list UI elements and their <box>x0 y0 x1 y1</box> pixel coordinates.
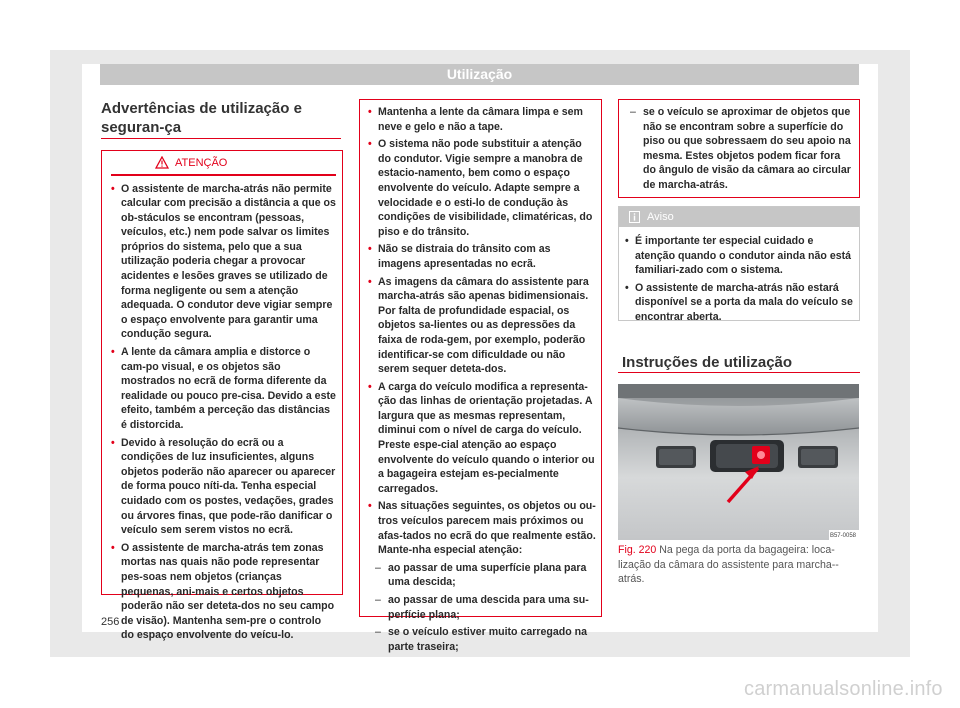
page-number: 256 <box>101 616 120 628</box>
sub-item: – se o veículo estiver muito carregado na parte traseira; <box>375 626 588 653</box>
list-item: • Devido à resolução do ecrã ou a condições de luz insuficientes, alguns objetos poderão não aparecer ou aparecer de forma pouco níti-da. Tenha especial cuidado com os postes, vedações, grades ou árvores finas, que pode-rão danificar o veículo sem serem vistos no ecrã. <box>111 436 336 537</box>
warning-header <box>111 155 336 170</box>
heading-rule <box>101 138 341 139</box>
warning-triangle-icon <box>155 156 169 169</box>
bullet-icon: • <box>368 275 372 288</box>
notice-box <box>618 206 860 321</box>
list-item: • A lente da câmara amplia e distorce o cam-po visual, e os objetos são mostrados no ecrã de forma diferente da realidade ou pouco pre-cisa. Devido a este efeito, também a perceção das distâncias é distorcida. <box>111 346 336 431</box>
list-item: • É importante ter especial cuidado e atenção quando o condutor ainda não está familiari-zado com o sistema. <box>625 235 852 277</box>
left-heading: Advertências de utilização e seguran-ça <box>101 100 302 136</box>
list-item: • O assistente de marcha-atrás tem zonas mortas nas quais não pode representar pes-soas nem objetos (crianças pequenas, ani-mais e certos objetos poderão não ser deteta-dos no seu campo de visão). Mantenha sem-pre o controlo do espaço envolvente do veícu-lo. <box>111 541 335 642</box>
warning-list-continued <box>368 105 596 654</box>
list-item: • As imagens da câmara do assistente para marcha-atrás são apenas bidimensionais. Por falta de profundidade espacial, os objetos sa-lientes ou as depressões da faixa de roda-gem, por exemplo, poderão identificar-se com dificuldade ou não serem sequer deteta-dos. <box>368 275 589 376</box>
figure-caption <box>618 543 861 587</box>
instructions-heading: Instruções de utilização <box>622 354 793 371</box>
image-code: B57-0058 <box>829 533 856 539</box>
warning-list-end <box>623 105 855 193</box>
list-item: • O assistente de marcha-atrás não permite calcular com precisão a distância a que os ob-stáculos se encontram (pessoas, veículos, etc.) nem pode salvar os limites próprios do sistema, pelo que a sua utilização poderia chegar a provocar acidentes e lesões graves se utilizado de forma negligente ou sem a atenção adequada. O condutor deve vigiar sempre o espaço envolvente para garantir uma condução segura. <box>111 182 336 341</box>
list-item: • Não se distraia do trânsito com as imagens apresentadas no ecrã. <box>368 243 551 270</box>
list-item: • Nas situações seguintes, os objetos ou ou-tros veículos parecem mais próximos ou afas-tados no ecrã do que realmente estão. Mante-nha especial atenção: <box>368 500 596 557</box>
notice-header <box>619 207 859 227</box>
caption-figure-number: Fig. 220 <box>618 544 657 556</box>
sub-item: – se o veículo se aproximar de objetos que não se encontram sobre a superfície do piso ou que sobressaem do seu apoio na mesma. Estes objetos podem ficar fora do ângulo de visão da câmara ao circular de marcha-atrás. <box>630 106 851 191</box>
list-item: • Mantenha a lente da câmara limpa e sem neve e gelo e não a tape. <box>368 106 583 133</box>
tailgate-handle-photo <box>618 384 859 540</box>
bullet-icon: • <box>368 500 372 513</box>
bullet-icon: • <box>368 106 372 118</box>
list-item: • A carga do veículo modifica a representa-ção das linhas de orientação projetadas. A largura que as mesmas representam, diminui com o nível de carga do veículo. Preste espe-cial atenção ao espaço envolvente do veículo quando o interior ou a bagageira estejam es-pecialmente carregados. <box>368 380 595 495</box>
bullet-icon: • <box>368 138 372 151</box>
warning-rule <box>111 174 336 176</box>
warning-list <box>111 182 336 643</box>
bullet-icon: • <box>625 235 629 247</box>
bullet-icon: • <box>368 380 372 393</box>
list-item: • O assistente de marcha-atrás não estará disponível se a porta da mala do veículo se encontrar aberta. <box>625 281 853 323</box>
list-item: • O sistema não pode substituir a atenção do condutor. Vigie sempre a manobra de estacio-namento, bem como o espaço envolvente do veículo. Adapte sempre a velocidade e o esti-lo de condução às condições de visibilidade, climatéricas, do piso e do trânsito. <box>368 138 593 238</box>
warning-label: ATENÇÃO <box>175 156 228 169</box>
bullet-icon: • <box>368 243 372 256</box>
bullet-icon: • <box>111 436 115 449</box>
tailgate-illustration <box>618 384 859 540</box>
warning-box-continued <box>359 99 602 653</box>
caption-text: Na pega da porta da bagageira: loca-lização da câmara do assistente para marcha--atrás. <box>618 544 839 586</box>
bullet-icon: • <box>111 541 115 554</box>
bullet-icon: • <box>625 281 629 294</box>
sub-item: – ao passar de uma descida para uma su-perfície plana; <box>375 594 589 621</box>
info-icon <box>629 211 640 223</box>
notice-label: Aviso <box>647 211 674 223</box>
bullet-icon: • <box>111 346 115 359</box>
section-header <box>100 64 859 85</box>
bullet-icon: • <box>111 182 115 195</box>
heading-rule <box>618 372 860 373</box>
notice-list <box>619 227 859 325</box>
watermark: carmanualsonline.info <box>744 678 943 700</box>
section-title: Utilização <box>446 66 513 82</box>
sub-item: – ao passar de uma superfície plana para uma descida; <box>375 561 587 589</box>
warning-box-end <box>618 99 860 198</box>
